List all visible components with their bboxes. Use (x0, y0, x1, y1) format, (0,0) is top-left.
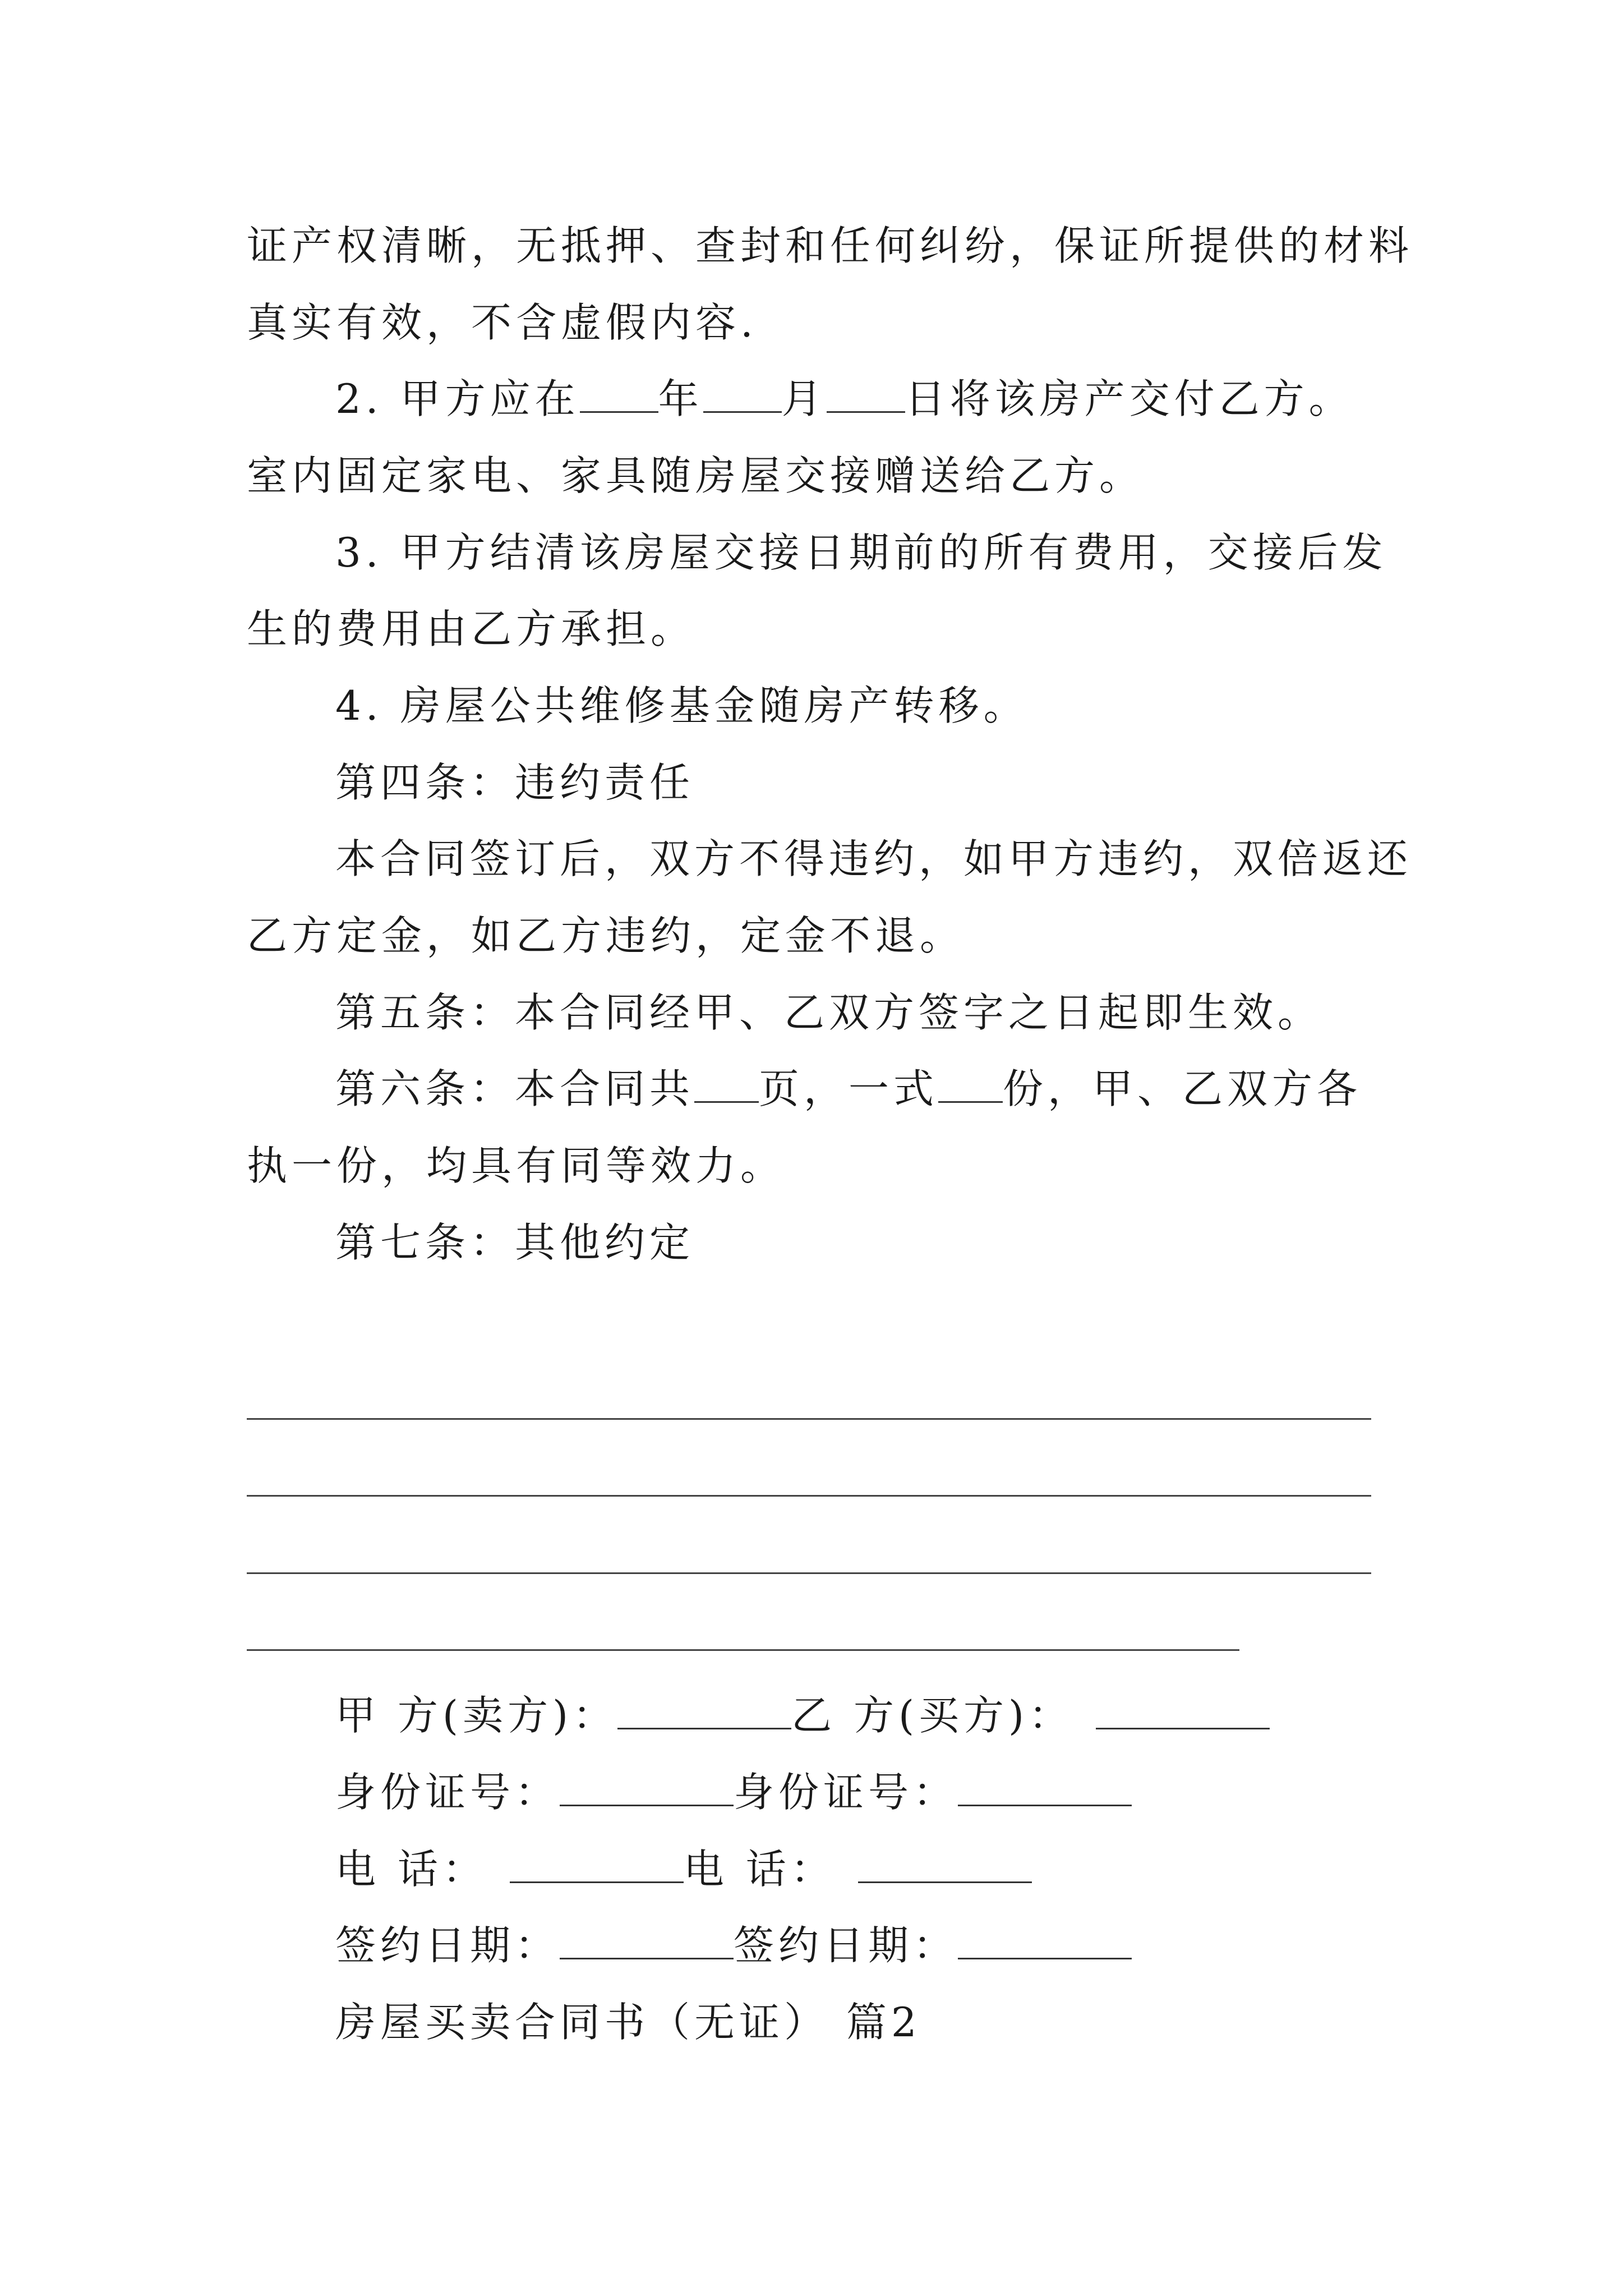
text: 月 (781, 375, 827, 422)
text: 真实有效，不含虚假内容. (247, 299, 758, 346)
text: 第五条：本合同经甲、乙双方签字之日起即生效。 (335, 989, 1323, 1036)
paragraph-line (247, 295, 758, 351)
text: 执一份，均具有同等效力。 (247, 1142, 786, 1189)
id-b-blank (958, 1769, 1132, 1806)
date-label-b: 签约日期： (734, 1922, 958, 1969)
id-label-a: 身份证号： (335, 1769, 560, 1816)
day-blank (827, 375, 905, 413)
phone-label-a: 电 话： (335, 1846, 487, 1893)
paragraph-line (247, 908, 965, 964)
id-label-b: 身份证号： (734, 1769, 958, 1816)
paragraph-line (247, 601, 695, 657)
fill-in-line (247, 1495, 1371, 1497)
date-b-blank (958, 1922, 1132, 1959)
fill-in-line (247, 1649, 1239, 1651)
article-6-line (335, 1061, 1362, 1117)
copies-blank (938, 1065, 1003, 1103)
clause-2-line (335, 371, 1354, 427)
date-a-blank (560, 1922, 734, 1959)
signature-party-row (335, 1687, 1270, 1743)
text: 页，一式 (759, 1065, 939, 1112)
article-5 (335, 984, 1322, 1041)
text: 本合同签订后，双方不得违约，如甲方违约，双倍返还 (335, 835, 1413, 882)
text: 生的费用由乙方承担。 (247, 605, 696, 652)
next-section-title (335, 1994, 921, 2050)
text: 第四条：违约责任 (335, 759, 695, 806)
party-b-blank (1096, 1692, 1270, 1729)
article-7-title (335, 1214, 694, 1271)
party-a-blank (617, 1692, 791, 1729)
text: 年 (658, 375, 703, 422)
month-blank (703, 375, 782, 413)
paragraph-line (247, 448, 1144, 504)
clause-3-line (335, 524, 1387, 581)
text: 第七条：其他约定 (335, 1219, 695, 1266)
phone-a-blank (510, 1846, 684, 1883)
party-b-label: 乙 方(买方)： (791, 1692, 1074, 1739)
text: 日将该房产交付乙方。 (905, 375, 1354, 422)
pages-blank (694, 1065, 759, 1103)
phone-label-b: 电 话： (683, 1846, 836, 1893)
text: 证产权清晰，无抵押、查封和任何纠纷，保证所提供的材料 (247, 222, 1414, 269)
clause-4-line (335, 678, 1029, 734)
signature-id-row (335, 1764, 1132, 1820)
text: 3. 甲方结清该房屋交接日期前的所有费用，交接后发 (335, 529, 1387, 576)
id-a-blank (560, 1769, 734, 1806)
fill-in-line (247, 1572, 1371, 1574)
date-label-a: 签约日期： (335, 1922, 560, 1969)
phone-b-blank (858, 1846, 1032, 1883)
fill-in-line (247, 1418, 1371, 1420)
signature-date-row (335, 1917, 1132, 1973)
text: 室内固定家电、家具随房屋交接赠送给乙方。 (247, 452, 1145, 499)
text: 2. 甲方应在 (335, 375, 580, 422)
party-a-label: 甲 方(卖方)： (335, 1692, 618, 1739)
text: 份，甲、乙双方各 (1003, 1065, 1362, 1112)
paragraph-line (247, 1138, 785, 1194)
article-4-title (335, 754, 694, 811)
paragraph-line (247, 218, 1413, 274)
text: 房屋买卖合同书（无证） 篇2 (335, 1999, 921, 2046)
text: 第六条：本合同共 (335, 1065, 695, 1112)
signature-phone-row (335, 1841, 1032, 1897)
text: 4. 房屋公共维修基金随房产转移。 (335, 682, 1029, 729)
text: 乙方定金，如乙方违约，定金不退。 (247, 912, 965, 959)
year-blank (580, 375, 658, 413)
paragraph-line (335, 831, 1412, 887)
